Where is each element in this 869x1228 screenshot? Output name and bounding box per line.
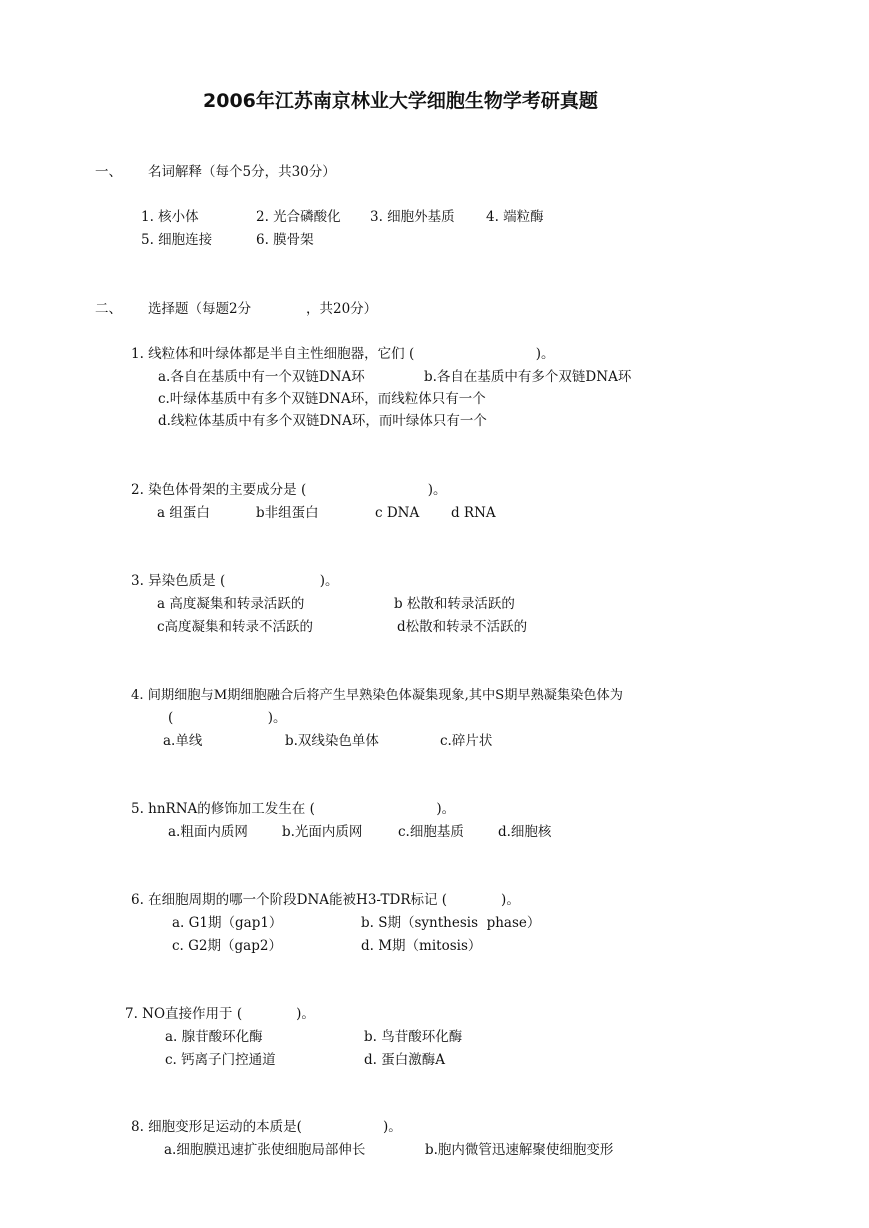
question-8-stem: 8. 细胞变形足运动的本质是( )。 xyxy=(131,1119,402,1135)
question-7-option-b: b. 鸟苷酸环化酶 xyxy=(364,1029,463,1045)
question-7-option-c: c. 钙离子门控通道 xyxy=(165,1052,276,1068)
question-2-option-d: d RNA xyxy=(451,505,496,521)
question-4-option-b: b.双线染色单体 xyxy=(285,733,379,749)
question-5-option-c: c.细胞基质 xyxy=(398,824,464,840)
question-4-stem-continued: ( )。 xyxy=(168,710,287,726)
question-2-option-b: b非组蛋白 xyxy=(256,505,319,521)
section-2-heading-tail: ，共20分） xyxy=(306,301,378,317)
term-2: 2. 光合磷酸化 xyxy=(256,209,341,225)
section-1-heading: 名词解释（每个5分，共30分） xyxy=(148,164,336,180)
question-2-option-a: a 组蛋白 xyxy=(157,505,210,521)
question-1-stem: 1. 线粒体和叶绿体都是半自主性细胞器，它们 ( )。 xyxy=(131,346,555,362)
question-5-option-d: d.细胞核 xyxy=(498,824,552,840)
term-5: 5. 细胞连接 xyxy=(141,232,213,248)
question-6-option-c: c. G2期（gap2） xyxy=(172,938,282,954)
question-3-option-a: a 高度凝集和转录活跃的 xyxy=(157,596,305,612)
question-2-stem: 2. 染色体骨架的主要成分是 ( )。 xyxy=(131,482,447,498)
term-3: 3. 细胞外基质 xyxy=(370,209,455,225)
question-3-stem: 3. 异染色质是 ( )。 xyxy=(131,573,339,589)
question-6-option-a: a. G1期（gap1） xyxy=(172,915,283,931)
question-6-option-b: b. S期（synthesis phase） xyxy=(361,915,541,931)
question-7-option-d: d. 蛋白激酶A xyxy=(364,1052,445,1068)
question-7-stem: 7. NO直接作用于 ( )。 xyxy=(125,1006,315,1022)
question-4-option-c: c.碎片状 xyxy=(440,733,493,749)
question-1-option-d: d.线粒体基质中有多个双链DNA环，而叶绿体只有一个 xyxy=(158,413,487,429)
question-4-stem: 4. 间期细胞与M期细胞融合后将产生早熟染色体凝集现象,其中S期早熟凝集染色体为 xyxy=(131,688,623,703)
question-6-option-d: d. M期（mitosis） xyxy=(361,938,482,954)
section-2-number: 二、 xyxy=(95,301,122,317)
section-2-heading: 选择题（每题2分 xyxy=(148,301,252,317)
question-2-option-c: c DNA xyxy=(375,505,420,521)
term-1: 1. 核小体 xyxy=(141,209,199,225)
question-8-option-a: a.细胞膜迅速扩张使细胞局部伸长 xyxy=(164,1142,366,1158)
term-6: 6. 膜骨架 xyxy=(256,232,314,248)
question-1-option-a: a.各自在基质中有一个双链DNA环 xyxy=(158,369,365,385)
question-3-option-d: d松散和转录不活跃的 xyxy=(397,619,528,635)
question-3-option-b: b 松散和转录活跃的 xyxy=(394,596,515,612)
question-5-stem: 5. hnRNA的修饰加工发生在 ( )。 xyxy=(131,801,456,817)
question-1-option-b: b.各自在基质中有多个双链DNA环 xyxy=(424,369,632,385)
term-4: 4. 端粒酶 xyxy=(486,209,544,225)
question-7-option-a: a. 腺苷酸环化酶 xyxy=(165,1029,263,1045)
question-5-option-b: b.光面内质网 xyxy=(282,824,363,840)
question-6-stem: 6. 在细胞周期的哪一个阶段DNA能被H3-TDR标记 ( )。 xyxy=(131,892,520,908)
question-5-option-a: a.粗面内质网 xyxy=(168,824,248,840)
page-title: 2006年江苏南京林业大学细胞生物学考研真题 xyxy=(203,90,598,112)
section-1-number: 一、 xyxy=(95,164,122,180)
question-1-option-c: c.叶绿体基质中有多个双链DNA环，而线粒体只有一个 xyxy=(158,391,486,407)
question-3-option-c: c高度凝集和转录不活跃的 xyxy=(157,619,314,635)
question-4-option-a: a.单线 xyxy=(163,733,203,749)
question-8-option-b: b.胞内微管迅速解聚使细胞变形 xyxy=(425,1142,614,1158)
